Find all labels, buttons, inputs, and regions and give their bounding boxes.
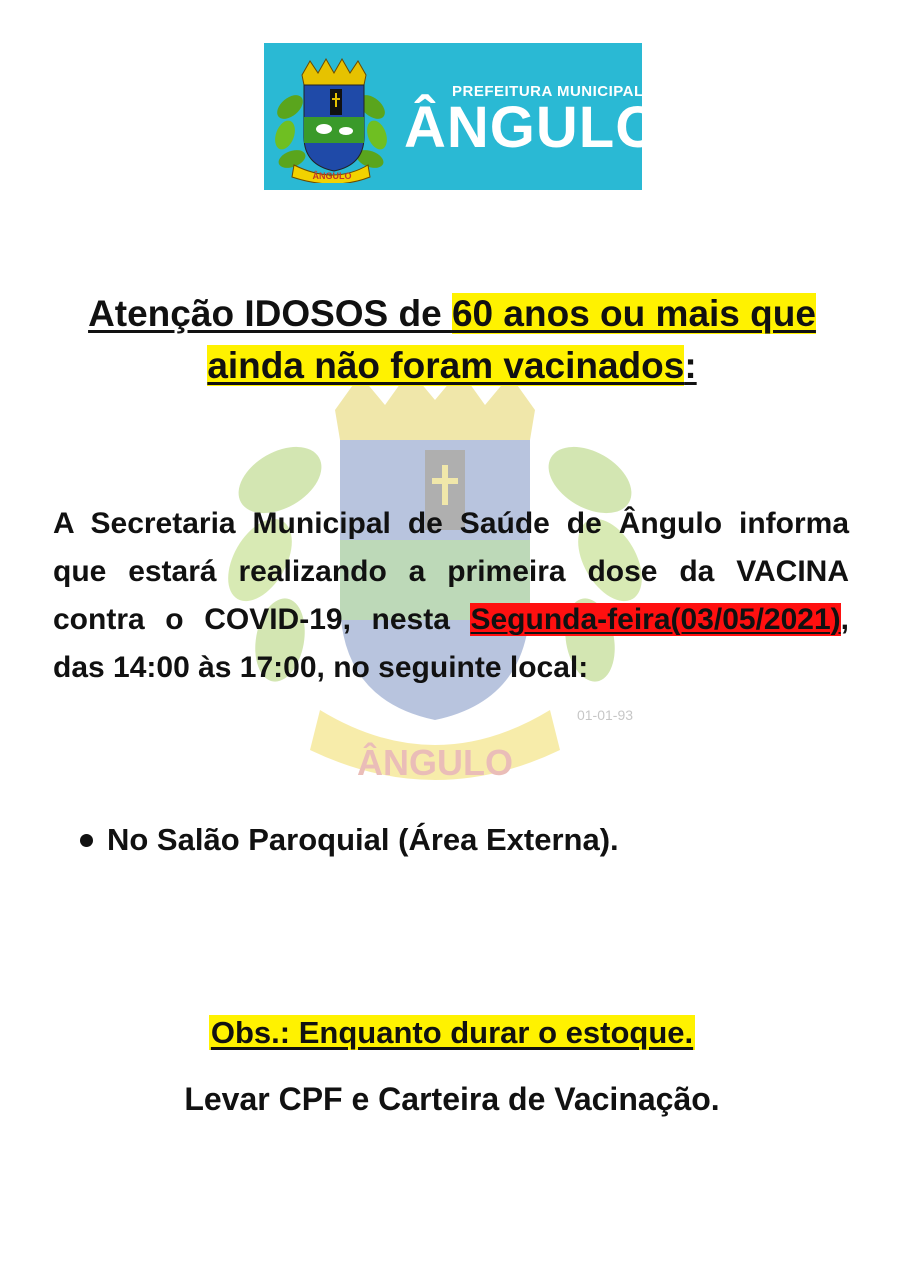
- municipality-logo-banner: [264, 43, 662, 190]
- watermark-ribbon-text: ÂNGULO: [357, 742, 513, 783]
- list-item: [80, 822, 619, 858]
- logo-subtitle: PREFEITURA MUNICIPAL: [452, 83, 644, 100]
- location-text: No Salão Paroquial (Área Externa).: [107, 822, 619, 857]
- vaccination-date-highlight: Segunda-feira(03/05/2021): [470, 603, 841, 636]
- watermark-date-text: 01-01-93: [576, 707, 634, 723]
- announcement-text-after: , das 14:00 às 17:00, no seguinte local:: [53, 603, 849, 684]
- bullet-icon: [80, 834, 93, 847]
- headline-highlight: 60 anos ou mais que ainda não foram vacinados: [207, 293, 816, 386]
- headline-part3: :: [684, 345, 697, 386]
- coat-of-arms-icon: [272, 57, 390, 183]
- announcement-paragraph: [53, 500, 849, 692]
- stock-notice: [0, 1010, 904, 1056]
- announcement-text-before: A Secretaria Municipal de Saúde de Ângulo informa que estará realizando a primeira dose da VACINA contra o COVID-19, nesta: [53, 507, 849, 636]
- logo-title: ÂNGULO: [404, 95, 662, 160]
- location-list: [80, 822, 619, 858]
- headline: [40, 288, 864, 392]
- documents-note: Levar CPF e Carteira de Vacinação.: [184, 1081, 720, 1117]
- headline-part1: Atenção IDOSOS de: [88, 293, 452, 334]
- stock-notice-text: Obs.: Enquanto durar o estoque.: [210, 1015, 694, 1050]
- crest-ribbon-text: ÂNGULO: [312, 171, 352, 181]
